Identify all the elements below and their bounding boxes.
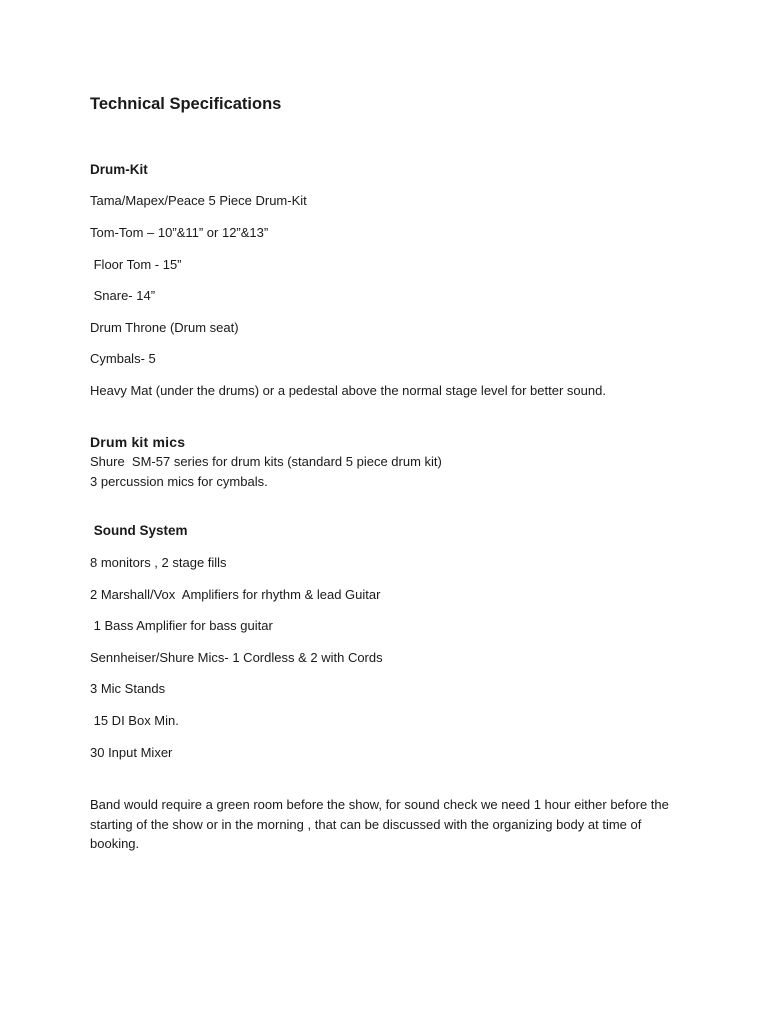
sound-system-item: 2 Marshall/Vox Amplifiers for rhythm & lead Guitar — [90, 587, 381, 602]
drum-kit-item: Heavy Mat (under the drums) or a pedestal above the normal stage level for better sound. — [90, 383, 606, 398]
drum-kit-item: Tom-Tom – 10”&11” or 12”&13” — [90, 225, 269, 240]
drum-kit-item: Tama/Mapex/Peace 5 Piece Drum-Kit — [90, 193, 307, 208]
sound-system-item: 8 monitors , 2 stage fills — [90, 555, 227, 570]
drum-kit-mics-item: 3 percussion mics for cymbals. — [90, 474, 268, 489]
sound-system-item: Sennheiser/Shure Mics- 1 Cordless & 2 with Cords — [90, 650, 383, 665]
sound-system-item: 1 Bass Amplifier for bass guitar — [90, 618, 273, 633]
drum-kit-heading: Drum-Kit — [90, 162, 148, 177]
drum-kit-item: Drum Throne (Drum seat) — [90, 320, 239, 335]
drum-kit-mics-heading: Drum kit mics — [90, 434, 186, 450]
sound-system-item: 30 Input Mixer — [90, 745, 173, 760]
drum-kit-mics-item: Shure SM-57 series for drum kits (standard 5 piece drum kit) — [90, 454, 442, 469]
closing-paragraph: Band would require a green room before the show, for sound check we need 1 hour either before the starting of the show or in the morning , that can be discussed with the organizing body at time of booking. — [90, 797, 669, 851]
sound-system-item: 15 DI Box Min. — [90, 713, 179, 728]
drum-kit-item: Cymbals- 5 — [90, 351, 156, 366]
sound-system-item: 3 Mic Stands — [90, 681, 166, 696]
drum-kit-item: Floor Tom - 15” — [90, 257, 182, 272]
document-title: Technical Specifications — [90, 95, 282, 113]
sound-system-heading: Sound System — [90, 523, 188, 538]
drum-kit-item: Snare- 14” — [90, 288, 156, 303]
